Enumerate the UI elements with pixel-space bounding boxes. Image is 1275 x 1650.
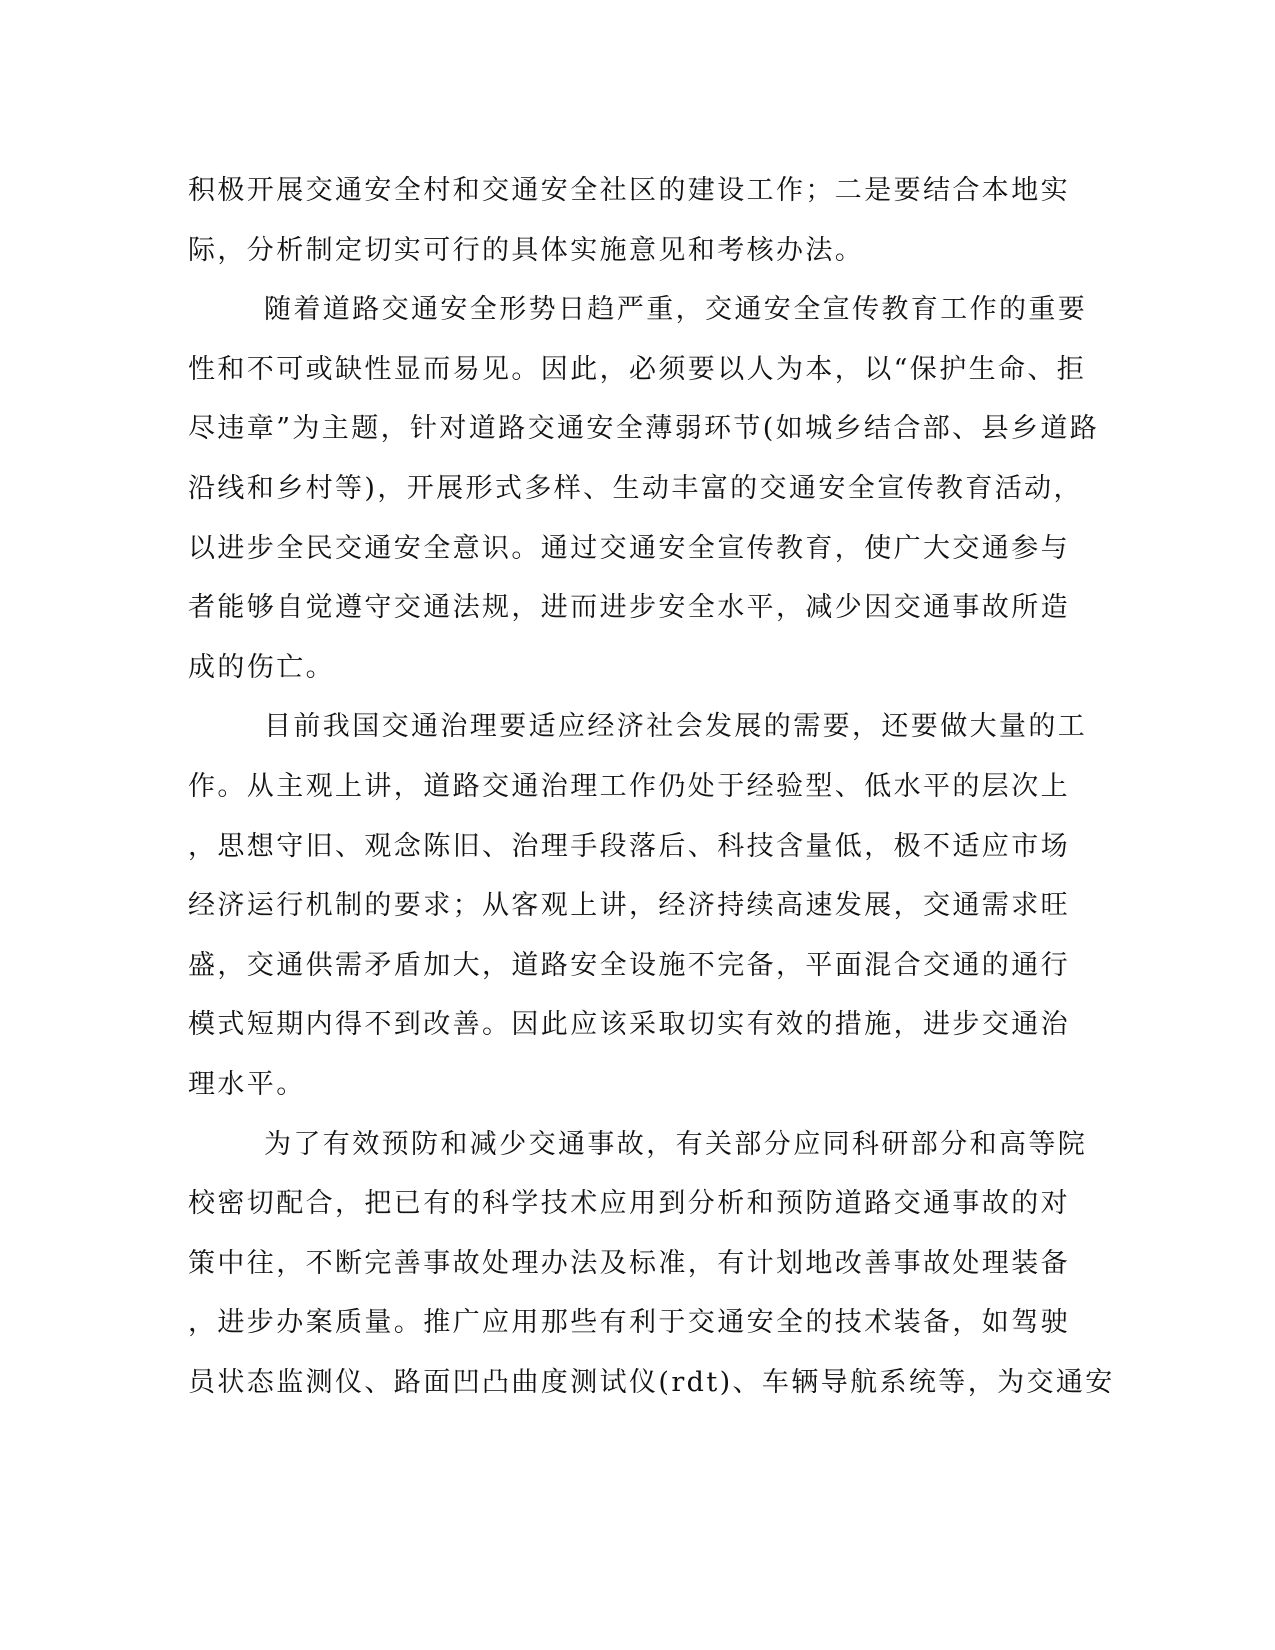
text-line: 理水平。 <box>188 1068 306 1100</box>
text-line: 性和不可或缺性显而易见。因此，必须要以人为本，以“保护生命、拒 <box>188 353 1087 385</box>
text-line: ，进步办案质量。推广应用那些有利于交通安全的技术装备，如驾驶 <box>188 1307 1070 1339</box>
text-line: 盛，交通供需矛盾加大，道路安全设施不完备，平面混合交通的通行 <box>188 949 1070 981</box>
text-line: 沿线和乡村等)，开展形式多样、生动丰富的交通安全宣传教育活动， <box>188 472 1083 504</box>
text-line: 积极开展交通安全村和交通安全社区的建设工作；二是要结合本地实 <box>188 175 1070 206</box>
text-line: 策中往，不断完善事故处理办法及标准，有计划地改善事故处理装备 <box>188 1247 1070 1279</box>
text-line: 校密切配合，把已有的科学技术应用到分析和预防道路交通事故的对 <box>188 1188 1070 1220</box>
text-line: 模式短期内得不到改善。因此应该采取切实有效的措施，进步交通治 <box>188 1009 1070 1041</box>
text-line: 际，分析制定切实可行的具体实施意见和考核办法。 <box>188 234 865 266</box>
text-line: ，思想守旧、观念陈旧、治理手段落后、科技含量低，极不适应市场 <box>188 830 1070 862</box>
text-line: 员状态监测仪、路面凹凸曲度测试仪(rdt)、车辆导航系统等，为交通安 <box>188 1366 1115 1398</box>
text-line: 者能够自觉遵守交通法规，进而进步安全水平，减少因交通事故所造 <box>188 592 1070 624</box>
paragraph-first-line: 目前我国交通治理要适应经济社会发展的需要，还要做大量的工 <box>264 711 1088 743</box>
text-line: 尽违章”为主题，针对道路交通安全薄弱环节(如城乡结合部、县乡道路 <box>188 413 1100 445</box>
paragraph-first-line: 为了有效预防和减少交通事故，有关部分应同科研部分和高等院 <box>264 1128 1088 1160</box>
text-line: 作。从主观上讲，道路交通治理工作仍处于经验型、低水平的层次上 <box>188 770 1070 802</box>
document-body <box>188 161 1115 1412</box>
text-line: 成的伤亡。 <box>188 651 335 683</box>
paragraph-first-line: 随着道路交通安全形势日趋严重，交通安全宣传教育工作的重要 <box>264 294 1088 326</box>
text-line: 经济运行机制的要求；从客观上讲，经济持续高速发展，交通需求旺 <box>188 890 1070 922</box>
text-line: 以进步全民交通安全意识。通过交通安全宣传教育，使广大交通参与 <box>188 532 1070 564</box>
